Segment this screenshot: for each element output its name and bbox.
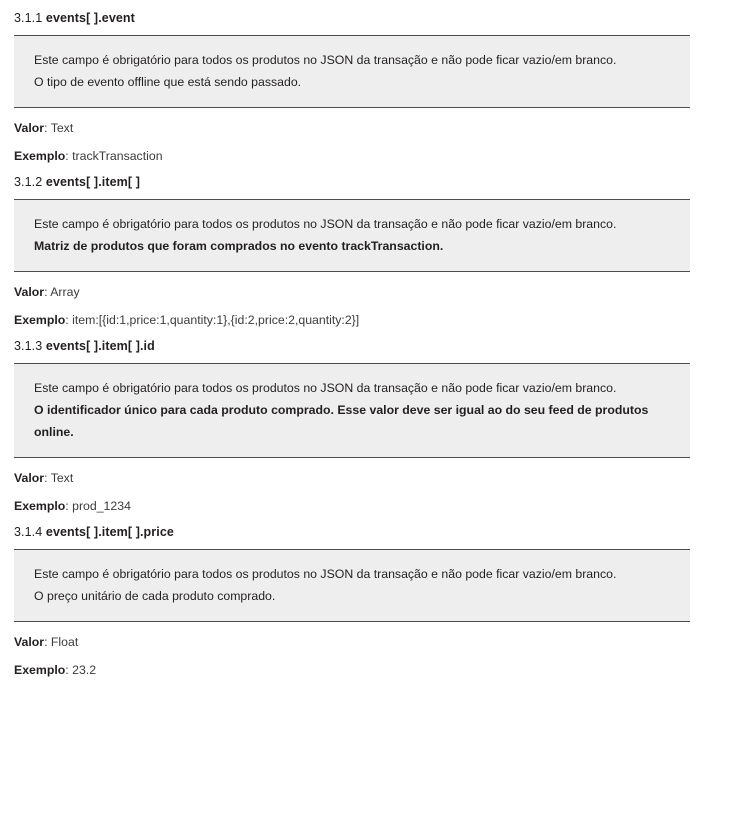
callout-line-required: Este campo é obrigatório para todos os produtos no JSON da transação e não pode ficar vazio/em branco. bbox=[34, 53, 617, 67]
callout-line-required: Este campo é obrigatório para todos os produtos no JSON da transação e não pode ficar vazio/em branco. bbox=[34, 381, 617, 395]
section-heading bbox=[14, 328, 690, 363]
example-label: Exemplo bbox=[14, 499, 66, 513]
example-text: : 23.2 bbox=[65, 663, 97, 677]
example-label: Exemplo bbox=[14, 313, 66, 327]
callout-box bbox=[14, 199, 690, 272]
value-label: Valor bbox=[14, 635, 45, 649]
value-label: Valor bbox=[14, 121, 45, 135]
example-text: : prod_1234 bbox=[65, 499, 131, 513]
section-path: events[ ].item[ ].id bbox=[45, 339, 155, 353]
value-label: Valor bbox=[14, 471, 45, 485]
section-heading bbox=[14, 0, 690, 35]
section-number: 3.1.3 bbox=[14, 339, 43, 353]
section-number: 3.1.1 bbox=[14, 11, 43, 25]
example-row bbox=[14, 136, 690, 164]
section-number: 3.1.4 bbox=[14, 525, 43, 539]
doc-section bbox=[14, 164, 690, 328]
callout-line-required: Este campo é obrigatório para todos os produtos no JSON da transação e não pode ficar vazio/em branco. bbox=[34, 567, 617, 581]
example-text: : item:[{id:1,price:1,quantity:1},{id:2,price:2,quantity:2}] bbox=[65, 313, 360, 327]
value-label: Valor bbox=[14, 285, 45, 299]
example-label: Exemplo bbox=[14, 149, 66, 163]
section-path: events[ ].item[ ].price bbox=[45, 525, 174, 539]
callout-box bbox=[14, 363, 690, 458]
value-row bbox=[14, 622, 690, 650]
example-text: : trackTransaction bbox=[65, 149, 163, 163]
callout-line-description: O preço unitário de cada produto comprado. bbox=[34, 589, 276, 603]
value-row bbox=[14, 458, 690, 486]
value-text: : Float bbox=[44, 635, 79, 649]
value-text: : Text bbox=[44, 121, 74, 135]
value-row bbox=[14, 272, 690, 300]
callout-line-description: O identificador único para cada produto comprado. Esse valor deve ser igual ao do seu feed de produtos online. bbox=[34, 403, 649, 439]
value-row bbox=[14, 108, 690, 136]
doc-section bbox=[14, 514, 690, 678]
callout-line-description: O tipo de evento offline que está sendo passado. bbox=[34, 75, 302, 89]
callout-line-required: Este campo é obrigatório para todos os produtos no JSON da transação e não pode ficar vazio/em branco. bbox=[34, 217, 617, 231]
section-heading bbox=[14, 514, 690, 549]
value-text: : Text bbox=[44, 471, 74, 485]
example-row bbox=[14, 486, 690, 514]
example-label: Exemplo bbox=[14, 663, 66, 677]
callout-line-description: Matriz de produtos que foram comprados no evento trackTransaction. bbox=[34, 239, 444, 253]
section-path: events[ ].item[ ] bbox=[45, 175, 140, 189]
doc-section bbox=[14, 328, 690, 514]
callout-box bbox=[14, 35, 690, 108]
section-path: events[ ].event bbox=[45, 11, 135, 25]
section-number: 3.1.2 bbox=[14, 175, 43, 189]
example-row bbox=[14, 650, 690, 678]
section-heading bbox=[14, 164, 690, 199]
example-row bbox=[14, 300, 690, 328]
value-text: : Array bbox=[44, 285, 80, 299]
callout-box bbox=[14, 549, 690, 622]
doc-section bbox=[14, 0, 690, 164]
